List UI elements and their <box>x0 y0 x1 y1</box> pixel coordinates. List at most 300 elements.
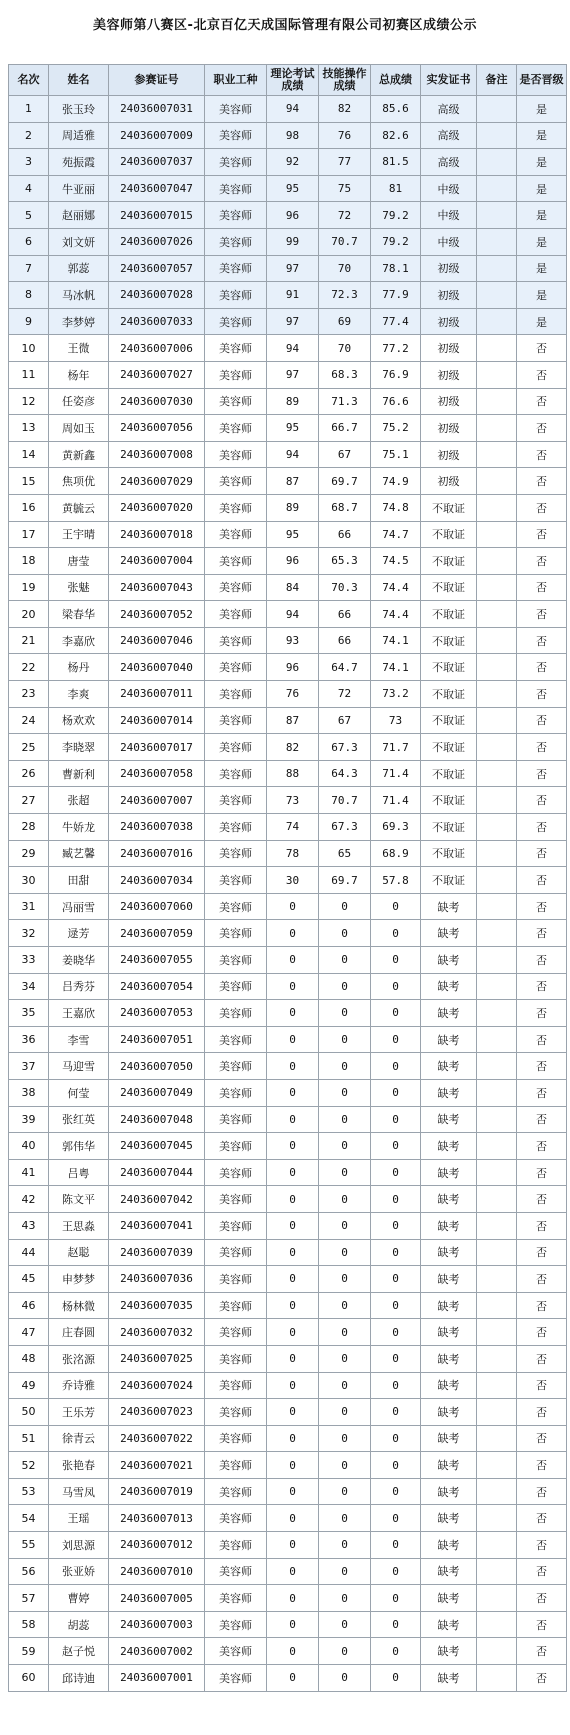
rank-cell: 6 <box>9 228 49 255</box>
skill-score-cell: 0 <box>319 1638 371 1665</box>
total-score-cell: 0 <box>371 893 421 920</box>
advanced-cell: 否 <box>517 654 567 681</box>
name-cell: 李雪 <box>49 1026 109 1053</box>
table-row <box>9 1053 567 1080</box>
occupation-cell: 美容师 <box>205 1452 267 1479</box>
skill-score-cell: 82 <box>319 96 371 123</box>
entry-number-cell: 24036007011 <box>109 681 205 708</box>
rank-cell: 26 <box>9 760 49 787</box>
total-score-cell: 81.5 <box>371 149 421 176</box>
advanced-cell: 否 <box>517 335 567 362</box>
advanced-cell: 否 <box>517 1425 567 1452</box>
entry-number-cell: 24036007027 <box>109 361 205 388</box>
skill-score-cell: 64.7 <box>319 654 371 681</box>
theory-score-cell: 0 <box>267 1558 319 1585</box>
occupation-cell: 美容师 <box>205 867 267 894</box>
advanced-cell: 否 <box>517 920 567 947</box>
certificate-cell: 不取证 <box>421 787 477 814</box>
table-row <box>9 415 567 442</box>
certificate-cell: 缺考 <box>421 1026 477 1053</box>
table-row <box>9 1026 567 1053</box>
rank-cell: 56 <box>9 1558 49 1585</box>
rank-cell: 45 <box>9 1266 49 1293</box>
occupation-cell: 美容师 <box>205 707 267 734</box>
table-row <box>9 1000 567 1027</box>
entry-number-cell: 24036007036 <box>109 1266 205 1293</box>
entry-number-cell: 24036007001 <box>109 1665 205 1692</box>
skill-score-cell: 72 <box>319 202 371 229</box>
advanced-cell: 否 <box>517 601 567 628</box>
total-score-cell: 0 <box>371 1239 421 1266</box>
name-cell: 冯丽雪 <box>49 893 109 920</box>
table-row <box>9 1611 567 1638</box>
theory-score-cell: 0 <box>267 1319 319 1346</box>
theory-score-cell: 0 <box>267 1345 319 1372</box>
occupation-cell: 美容师 <box>205 840 267 867</box>
remarks-cell <box>477 255 517 282</box>
theory-score-cell: 0 <box>267 1266 319 1293</box>
theory-score-cell: 0 <box>267 1638 319 1665</box>
skill-score-cell: 0 <box>319 1505 371 1532</box>
rank-cell: 44 <box>9 1239 49 1266</box>
total-score-cell: 74.8 <box>371 494 421 521</box>
certificate-cell: 中级 <box>421 175 477 202</box>
certificate-cell: 缺考 <box>421 1638 477 1665</box>
table-row <box>9 947 567 974</box>
name-cell: 王微 <box>49 335 109 362</box>
table-row <box>9 202 567 229</box>
entry-number-cell: 24036007037 <box>109 149 205 176</box>
skill-score-cell: 0 <box>319 1665 371 1692</box>
theory-score-cell: 89 <box>267 388 319 415</box>
entry-number-cell: 24036007056 <box>109 415 205 442</box>
theory-score-cell: 97 <box>267 361 319 388</box>
theory-score-cell: 76 <box>267 681 319 708</box>
name-cell: 周适雅 <box>49 122 109 149</box>
name-cell: 杨年 <box>49 361 109 388</box>
theory-score-cell: 0 <box>267 1106 319 1133</box>
occupation-cell: 美容师 <box>205 96 267 123</box>
entry-number-cell: 24036007042 <box>109 1186 205 1213</box>
entry-number-cell: 24036007026 <box>109 228 205 255</box>
entry-number-cell: 24036007054 <box>109 973 205 1000</box>
certificate-cell: 不取证 <box>421 840 477 867</box>
name-cell: 王乐芳 <box>49 1399 109 1426</box>
advanced-cell: 否 <box>517 1665 567 1692</box>
name-cell: 赵聪 <box>49 1239 109 1266</box>
remarks-cell <box>477 1452 517 1479</box>
rank-cell: 15 <box>9 468 49 495</box>
entry-number-cell: 24036007048 <box>109 1106 205 1133</box>
rank-cell: 52 <box>9 1452 49 1479</box>
total-score-cell: 0 <box>371 1425 421 1452</box>
entry-number-cell: 24036007039 <box>109 1239 205 1266</box>
name-cell: 陈文平 <box>49 1186 109 1213</box>
rank-cell: 47 <box>9 1319 49 1346</box>
skill-score-cell: 70.3 <box>319 574 371 601</box>
skill-score-cell: 0 <box>319 947 371 974</box>
table-row <box>9 1478 567 1505</box>
remarks-cell <box>477 574 517 601</box>
table-row <box>9 1079 567 1106</box>
theory-score-cell: 0 <box>267 1505 319 1532</box>
name-cell: 申梦梦 <box>49 1266 109 1293</box>
entry-number-cell: 24036007046 <box>109 627 205 654</box>
advanced-cell: 否 <box>517 521 567 548</box>
total-score-cell: 71.4 <box>371 787 421 814</box>
header-rank: 名次 <box>9 65 49 96</box>
table-row <box>9 521 567 548</box>
theory-score-cell: 73 <box>267 787 319 814</box>
name-cell: 姜晓华 <box>49 947 109 974</box>
name-cell: 张超 <box>49 787 109 814</box>
theory-score-cell: 87 <box>267 468 319 495</box>
total-score-cell: 79.2 <box>371 228 421 255</box>
certificate-cell: 缺考 <box>421 1425 477 1452</box>
occupation-cell: 美容师 <box>205 1425 267 1452</box>
entry-number-cell: 24036007038 <box>109 814 205 841</box>
total-score-cell: 74.4 <box>371 601 421 628</box>
certificate-cell: 缺考 <box>421 1212 477 1239</box>
table-row <box>9 1133 567 1160</box>
table-row <box>9 1186 567 1213</box>
occupation-cell: 美容师 <box>205 548 267 575</box>
remarks-cell <box>477 627 517 654</box>
occupation-cell: 美容师 <box>205 1638 267 1665</box>
occupation-cell: 美容师 <box>205 441 267 468</box>
entry-number-cell: 24036007035 <box>109 1292 205 1319</box>
entry-number-cell: 24036007025 <box>109 1345 205 1372</box>
table-row <box>9 760 567 787</box>
advanced-cell: 否 <box>517 840 567 867</box>
rank-cell: 39 <box>9 1106 49 1133</box>
rank-cell: 38 <box>9 1079 49 1106</box>
advanced-cell: 否 <box>517 734 567 761</box>
advanced-cell: 否 <box>517 1000 567 1027</box>
table-row <box>9 1558 567 1585</box>
remarks-cell <box>477 1186 517 1213</box>
advanced-cell: 是 <box>517 202 567 229</box>
name-cell: 马雪凤 <box>49 1478 109 1505</box>
entry-number-cell: 24036007022 <box>109 1425 205 1452</box>
remarks-cell <box>477 308 517 335</box>
theory-score-cell: 89 <box>267 494 319 521</box>
certificate-cell: 初级 <box>421 415 477 442</box>
skill-score-cell: 65.3 <box>319 548 371 575</box>
occupation-cell: 美容师 <box>205 335 267 362</box>
skill-score-cell: 0 <box>319 1319 371 1346</box>
certificate-cell: 初级 <box>421 335 477 362</box>
rank-cell: 50 <box>9 1399 49 1426</box>
rank-cell: 3 <box>9 149 49 176</box>
entry-number-cell: 24036007033 <box>109 308 205 335</box>
theory-score-cell: 0 <box>267 1452 319 1479</box>
advanced-cell: 否 <box>517 1345 567 1372</box>
advanced-cell: 否 <box>517 1638 567 1665</box>
skill-score-cell: 0 <box>319 1399 371 1426</box>
entry-number-cell: 24036007017 <box>109 734 205 761</box>
theory-score-cell: 74 <box>267 814 319 841</box>
theory-score-cell: 82 <box>267 734 319 761</box>
table-row <box>9 787 567 814</box>
total-score-cell: 74.1 <box>371 627 421 654</box>
total-score-cell: 74.1 <box>371 654 421 681</box>
skill-score-cell: 0 <box>319 1425 371 1452</box>
occupation-cell: 美容师 <box>205 1558 267 1585</box>
entry-number-cell: 24036007021 <box>109 1452 205 1479</box>
name-cell: 王宇晴 <box>49 521 109 548</box>
occupation-cell: 美容师 <box>205 228 267 255</box>
advanced-cell: 否 <box>517 707 567 734</box>
skill-score-cell: 0 <box>319 973 371 1000</box>
total-score-cell: 0 <box>371 947 421 974</box>
certificate-cell: 缺考 <box>421 893 477 920</box>
advanced-cell: 否 <box>517 867 567 894</box>
entry-number-cell: 24036007055 <box>109 947 205 974</box>
name-cell: 刘文妍 <box>49 228 109 255</box>
entry-number-cell: 24036007019 <box>109 1478 205 1505</box>
rank-cell: 21 <box>9 627 49 654</box>
table-row <box>9 1292 567 1319</box>
advanced-cell: 否 <box>517 814 567 841</box>
entry-number-cell: 24036007052 <box>109 601 205 628</box>
skill-score-cell: 71.3 <box>319 388 371 415</box>
remarks-cell <box>477 1372 517 1399</box>
skill-score-cell: 66 <box>319 627 371 654</box>
advanced-cell: 否 <box>517 548 567 575</box>
theory-score-cell: 95 <box>267 415 319 442</box>
occupation-cell: 美容师 <box>205 601 267 628</box>
theory-score-cell: 0 <box>267 1239 319 1266</box>
table-row <box>9 122 567 149</box>
certificate-cell: 初级 <box>421 441 477 468</box>
table-row <box>9 1372 567 1399</box>
total-score-cell: 78.1 <box>371 255 421 282</box>
certificate-cell: 缺考 <box>421 1266 477 1293</box>
occupation-cell: 美容师 <box>205 920 267 947</box>
name-cell: 杨丹 <box>49 654 109 681</box>
name-cell: 李梦婷 <box>49 308 109 335</box>
remarks-cell <box>477 1399 517 1426</box>
theory-score-cell: 30 <box>267 867 319 894</box>
remarks-cell <box>477 468 517 495</box>
name-cell: 张亚娇 <box>49 1558 109 1585</box>
advanced-cell: 否 <box>517 1478 567 1505</box>
skill-score-cell: 0 <box>319 1159 371 1186</box>
total-score-cell: 0 <box>371 1106 421 1133</box>
name-cell: 徐青云 <box>49 1425 109 1452</box>
table-row <box>9 574 567 601</box>
header-certificate: 实发证书 <box>421 65 477 96</box>
remarks-cell <box>477 122 517 149</box>
theory-score-cell: 92 <box>267 149 319 176</box>
remarks-cell <box>477 228 517 255</box>
total-score-cell: 0 <box>371 1159 421 1186</box>
certificate-cell: 初级 <box>421 388 477 415</box>
remarks-cell <box>477 1505 517 1532</box>
table-row <box>9 494 567 521</box>
table-row <box>9 734 567 761</box>
entry-number-cell: 24036007010 <box>109 1558 205 1585</box>
advanced-cell: 否 <box>517 1611 567 1638</box>
name-cell: 牛亚丽 <box>49 175 109 202</box>
remarks-cell <box>477 1266 517 1293</box>
theory-score-cell: 0 <box>267 1611 319 1638</box>
name-cell: 吕粤 <box>49 1159 109 1186</box>
occupation-cell: 美容师 <box>205 361 267 388</box>
name-cell: 唐莹 <box>49 548 109 575</box>
rank-cell: 16 <box>9 494 49 521</box>
occupation-cell: 美容师 <box>205 1611 267 1638</box>
certificate-cell: 不取证 <box>421 867 477 894</box>
entry-number-cell: 24036007045 <box>109 1133 205 1160</box>
certificate-cell: 缺考 <box>421 1345 477 1372</box>
rank-cell: 11 <box>9 361 49 388</box>
name-cell: 杨欢欢 <box>49 707 109 734</box>
entry-number-cell: 24036007007 <box>109 787 205 814</box>
advanced-cell: 是 <box>517 149 567 176</box>
certificate-cell: 不取证 <box>421 654 477 681</box>
rank-cell: 57 <box>9 1585 49 1612</box>
rank-cell: 2 <box>9 122 49 149</box>
name-cell: 曹新利 <box>49 760 109 787</box>
table-row <box>9 1106 567 1133</box>
skill-score-cell: 0 <box>319 1212 371 1239</box>
theory-score-cell: 0 <box>267 973 319 1000</box>
theory-score-cell: 0 <box>267 1053 319 1080</box>
advanced-cell: 否 <box>517 1505 567 1532</box>
remarks-cell <box>477 1665 517 1692</box>
header-total-score: 总成绩 <box>371 65 421 96</box>
name-cell: 杨林微 <box>49 1292 109 1319</box>
entry-number-cell: 24036007043 <box>109 574 205 601</box>
table-row <box>9 1239 567 1266</box>
theory-score-cell: 0 <box>267 1372 319 1399</box>
table-row <box>9 627 567 654</box>
entry-number-cell: 24036007016 <box>109 840 205 867</box>
advanced-cell: 否 <box>517 1053 567 1080</box>
table-row <box>9 707 567 734</box>
total-score-cell: 0 <box>371 920 421 947</box>
theory-score-cell: 96 <box>267 548 319 575</box>
name-cell: 焦项优 <box>49 468 109 495</box>
certificate-cell: 缺考 <box>421 1478 477 1505</box>
total-score-cell: 0 <box>371 1026 421 1053</box>
theory-score-cell: 0 <box>267 1665 319 1692</box>
header-entry-number: 参赛证号 <box>109 65 205 96</box>
occupation-cell: 美容师 <box>205 574 267 601</box>
page-title: 美容师第八赛区-北京百亿天成国际管理有限公司初赛区成绩公示 <box>93 18 477 33</box>
remarks-cell <box>477 96 517 123</box>
table-row <box>9 840 567 867</box>
rank-cell: 36 <box>9 1026 49 1053</box>
table-row <box>9 1212 567 1239</box>
table-row <box>9 601 567 628</box>
skill-score-cell: 69 <box>319 308 371 335</box>
skill-score-cell: 70.7 <box>319 787 371 814</box>
skill-score-cell: 70 <box>319 335 371 362</box>
advanced-cell: 否 <box>517 1452 567 1479</box>
advanced-cell: 否 <box>517 468 567 495</box>
rank-cell: 54 <box>9 1505 49 1532</box>
remarks-cell <box>477 1585 517 1612</box>
certificate-cell: 中级 <box>421 202 477 229</box>
remarks-cell <box>477 1159 517 1186</box>
certificate-cell: 缺考 <box>421 1585 477 1612</box>
skill-score-cell: 67 <box>319 707 371 734</box>
occupation-cell: 美容师 <box>205 1478 267 1505</box>
total-score-cell: 76.9 <box>371 361 421 388</box>
remarks-cell <box>477 441 517 468</box>
table-row <box>9 468 567 495</box>
rank-cell: 35 <box>9 1000 49 1027</box>
total-score-cell: 74.7 <box>371 521 421 548</box>
entry-number-cell: 24036007049 <box>109 1079 205 1106</box>
theory-score-cell: 0 <box>267 1478 319 1505</box>
rank-cell: 31 <box>9 893 49 920</box>
rank-cell: 60 <box>9 1665 49 1692</box>
name-cell: 逯芳 <box>49 920 109 947</box>
name-cell: 吕秀芬 <box>49 973 109 1000</box>
skill-score-cell: 0 <box>319 1133 371 1160</box>
total-score-cell: 75.1 <box>371 441 421 468</box>
advanced-cell: 是 <box>517 228 567 255</box>
certificate-cell: 缺考 <box>421 1292 477 1319</box>
certificate-cell: 不取证 <box>421 734 477 761</box>
table-row <box>9 149 567 176</box>
total-score-cell: 79.2 <box>371 202 421 229</box>
remarks-cell <box>477 681 517 708</box>
entry-number-cell: 24036007009 <box>109 122 205 149</box>
total-score-cell: 0 <box>371 1532 421 1559</box>
skill-score-cell: 0 <box>319 1452 371 1479</box>
name-cell: 黄毓云 <box>49 494 109 521</box>
name-cell: 马冰帆 <box>49 282 109 309</box>
theory-score-cell: 0 <box>267 1532 319 1559</box>
remarks-cell <box>477 361 517 388</box>
occupation-cell: 美容师 <box>205 1292 267 1319</box>
certificate-cell: 缺考 <box>421 1106 477 1133</box>
entry-number-cell: 24036007041 <box>109 1212 205 1239</box>
theory-score-cell: 98 <box>267 122 319 149</box>
occupation-cell: 美容师 <box>205 1319 267 1346</box>
skill-score-cell: 66.7 <box>319 415 371 442</box>
entry-number-cell: 24036007032 <box>109 1319 205 1346</box>
skill-score-cell: 67 <box>319 441 371 468</box>
theory-score-cell: 0 <box>267 920 319 947</box>
total-score-cell: 75.2 <box>371 415 421 442</box>
skill-score-cell: 0 <box>319 1106 371 1133</box>
entry-number-cell: 24036007014 <box>109 707 205 734</box>
remarks-cell <box>477 947 517 974</box>
table-row <box>9 548 567 575</box>
table-row <box>9 1665 567 1692</box>
name-cell: 田甜 <box>49 867 109 894</box>
rank-cell: 4 <box>9 175 49 202</box>
total-score-cell: 68.9 <box>371 840 421 867</box>
rank-cell: 59 <box>9 1638 49 1665</box>
advanced-cell: 否 <box>517 1532 567 1559</box>
theory-score-cell: 0 <box>267 1292 319 1319</box>
name-cell: 邱诗迪 <box>49 1665 109 1692</box>
name-cell: 马迎雪 <box>49 1053 109 1080</box>
name-cell: 王嘉欣 <box>49 1000 109 1027</box>
remarks-cell <box>477 548 517 575</box>
advanced-cell: 否 <box>517 1585 567 1612</box>
total-score-cell: 74.9 <box>371 468 421 495</box>
certificate-cell: 缺考 <box>421 1558 477 1585</box>
theory-score-cell: 0 <box>267 1133 319 1160</box>
